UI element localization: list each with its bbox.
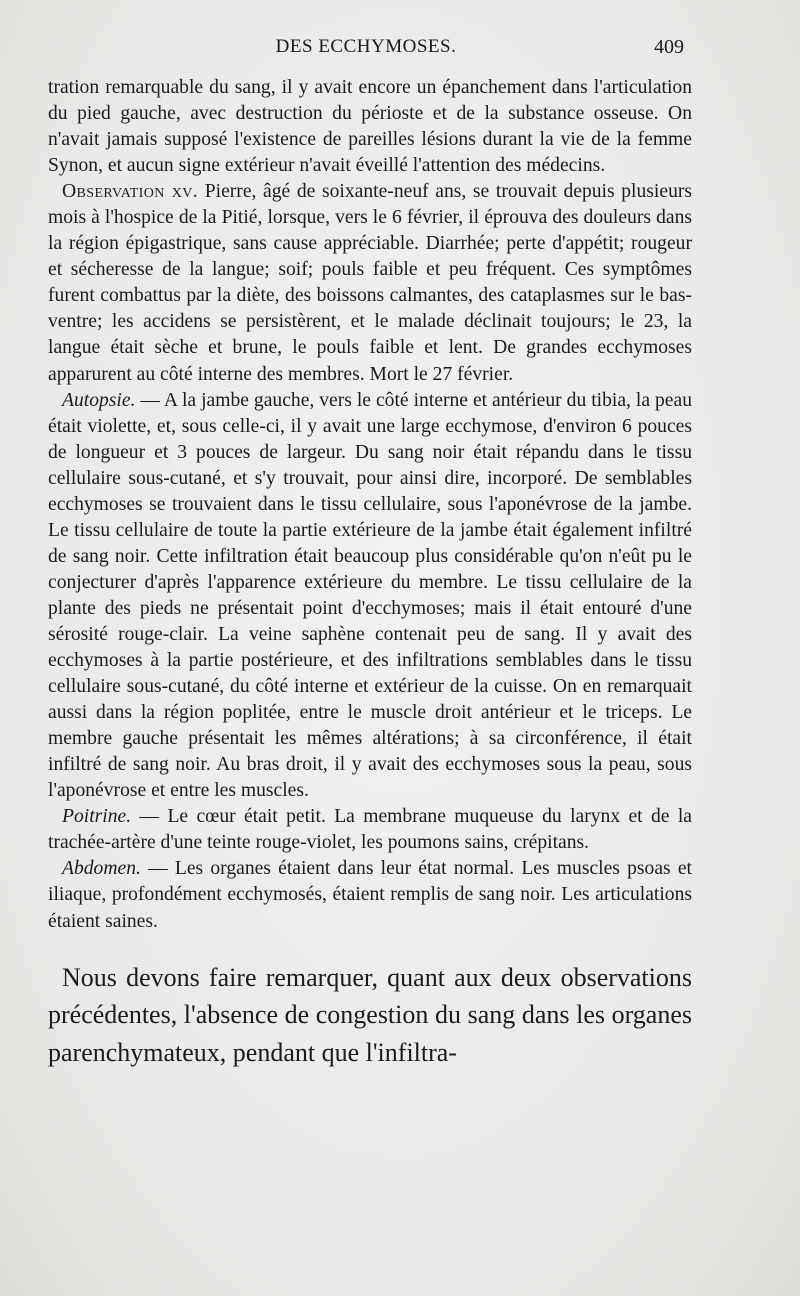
abdomen-label: Abdomen. [62, 858, 141, 880]
poitrine-label: Poitrine. [62, 806, 132, 828]
running-title: DES ECCHYMOSES. [275, 36, 457, 57]
page-header [48, 30, 684, 64]
observation-label: Observation xv. [62, 181, 199, 203]
page-body [48, 75, 692, 1097]
autopsie-label: Autopsie. [62, 389, 136, 411]
paragraph-commentary: Nous devons faire remarquer, quant aux deux observations précédentes, l'absence de congestion du sang dans les organes parenchymateux, pendant que l'infiltra- [48, 962, 692, 1067]
paragraph-continuation: tration remarquable du sang, il y avait encore un épanchement dans l'articulation du pied gauche, avec destruction du périoste et de la substance osseuse. On n'avait jamais supposé l'existence de pareilles lésions durant la vie de la femme Synon, et aucun signe extérieur n'avait éveillé l'attention des médecins. [48, 77, 692, 177]
observation-text: Pierre, âgé de soixante-neuf ans, se trouvait depuis plusieurs mois à l'hospice de la Pitié, lorsque, vers le 6 février, il éprouva des douleurs dans la région épigastrique, sans cause appréciable. Diarrhée; perte d'appétit; rougeur et sécheresse de la langue; soif; pouls faible et peu fréquent. Ces symptômes furent combattus par la diète, des boissons calmantes, des cataplasmes sur le bas-ventre; les accidens se persistèrent, et le malade déclinait toujours; le 23, la langue était sèche et brune, le pouls faible et lent. De grandes ecchymoses apparurent au côté interne des membres. Mort le 27 février. [48, 181, 693, 385]
paragraph-observation [48, 179, 692, 387]
paragraph-poitrine [48, 804, 692, 856]
page-number: 409 [654, 36, 684, 58]
abdomen-text: — Les organes étaient dans leur état normal. Les muscles psoas et iliaque, profondément ecchymosés, étaient remplis de sang noir. Les articulations étaient saines. [48, 858, 692, 932]
poitrine-text: — Le cœur était petit. La membrane muqueuse du larynx et de la trachée-artère d'une teinte rouge-violet, les poumons sains, crépitans. [48, 806, 692, 854]
paragraph-abdomen [48, 856, 692, 934]
autopsie-text: — A la jambe gauche, vers le côté interne et antérieur du tibia, la peau était violette, et, sous celle-ci, il y avait une large ecchymose, d'environ 6 pouces de longueur et 3 pouces de largeur. Du sang noir était répandu dans le tissu cellulaire sous-cutané, et s'y trouvait, pour ainsi dire, incorporé. De semblables ecchymoses se trouvaient dans le tissu cellulaire, sous l'aponévrose de la jambe. Le tissu cellulaire de toute la partie extérieure de la jambe était également infiltré de sang noir. Cette infiltration était beaucoup plus considérable qu'on n'eût pu le conjecturer d'après l'apparence extérieure du membre. Le tissu cellulaire de la plante des pieds ne présentait point d'ecchymoses; mais il était entouré d'une sérosité rouge-clair. La veine saphène contenait peu de sang. Il y avait des ecchymoses à la partie postérieure, et des infiltrations semblables dans le tissu cellulaire sous-cutané, du côté interne et extérieur de la cuisse. On en remarquait aussi dans la région poplitée, entre le muscle droit antérieur et le triceps. Le membre gauche présentait les mêmes altérations; à sa circonférence, il était infiltré de sang noir. Au bras droit, il y avait des ecchymoses sous la peau, sous l'aponévrose et entre les muscles. [48, 389, 692, 802]
paragraph-autopsie [48, 388, 692, 805]
